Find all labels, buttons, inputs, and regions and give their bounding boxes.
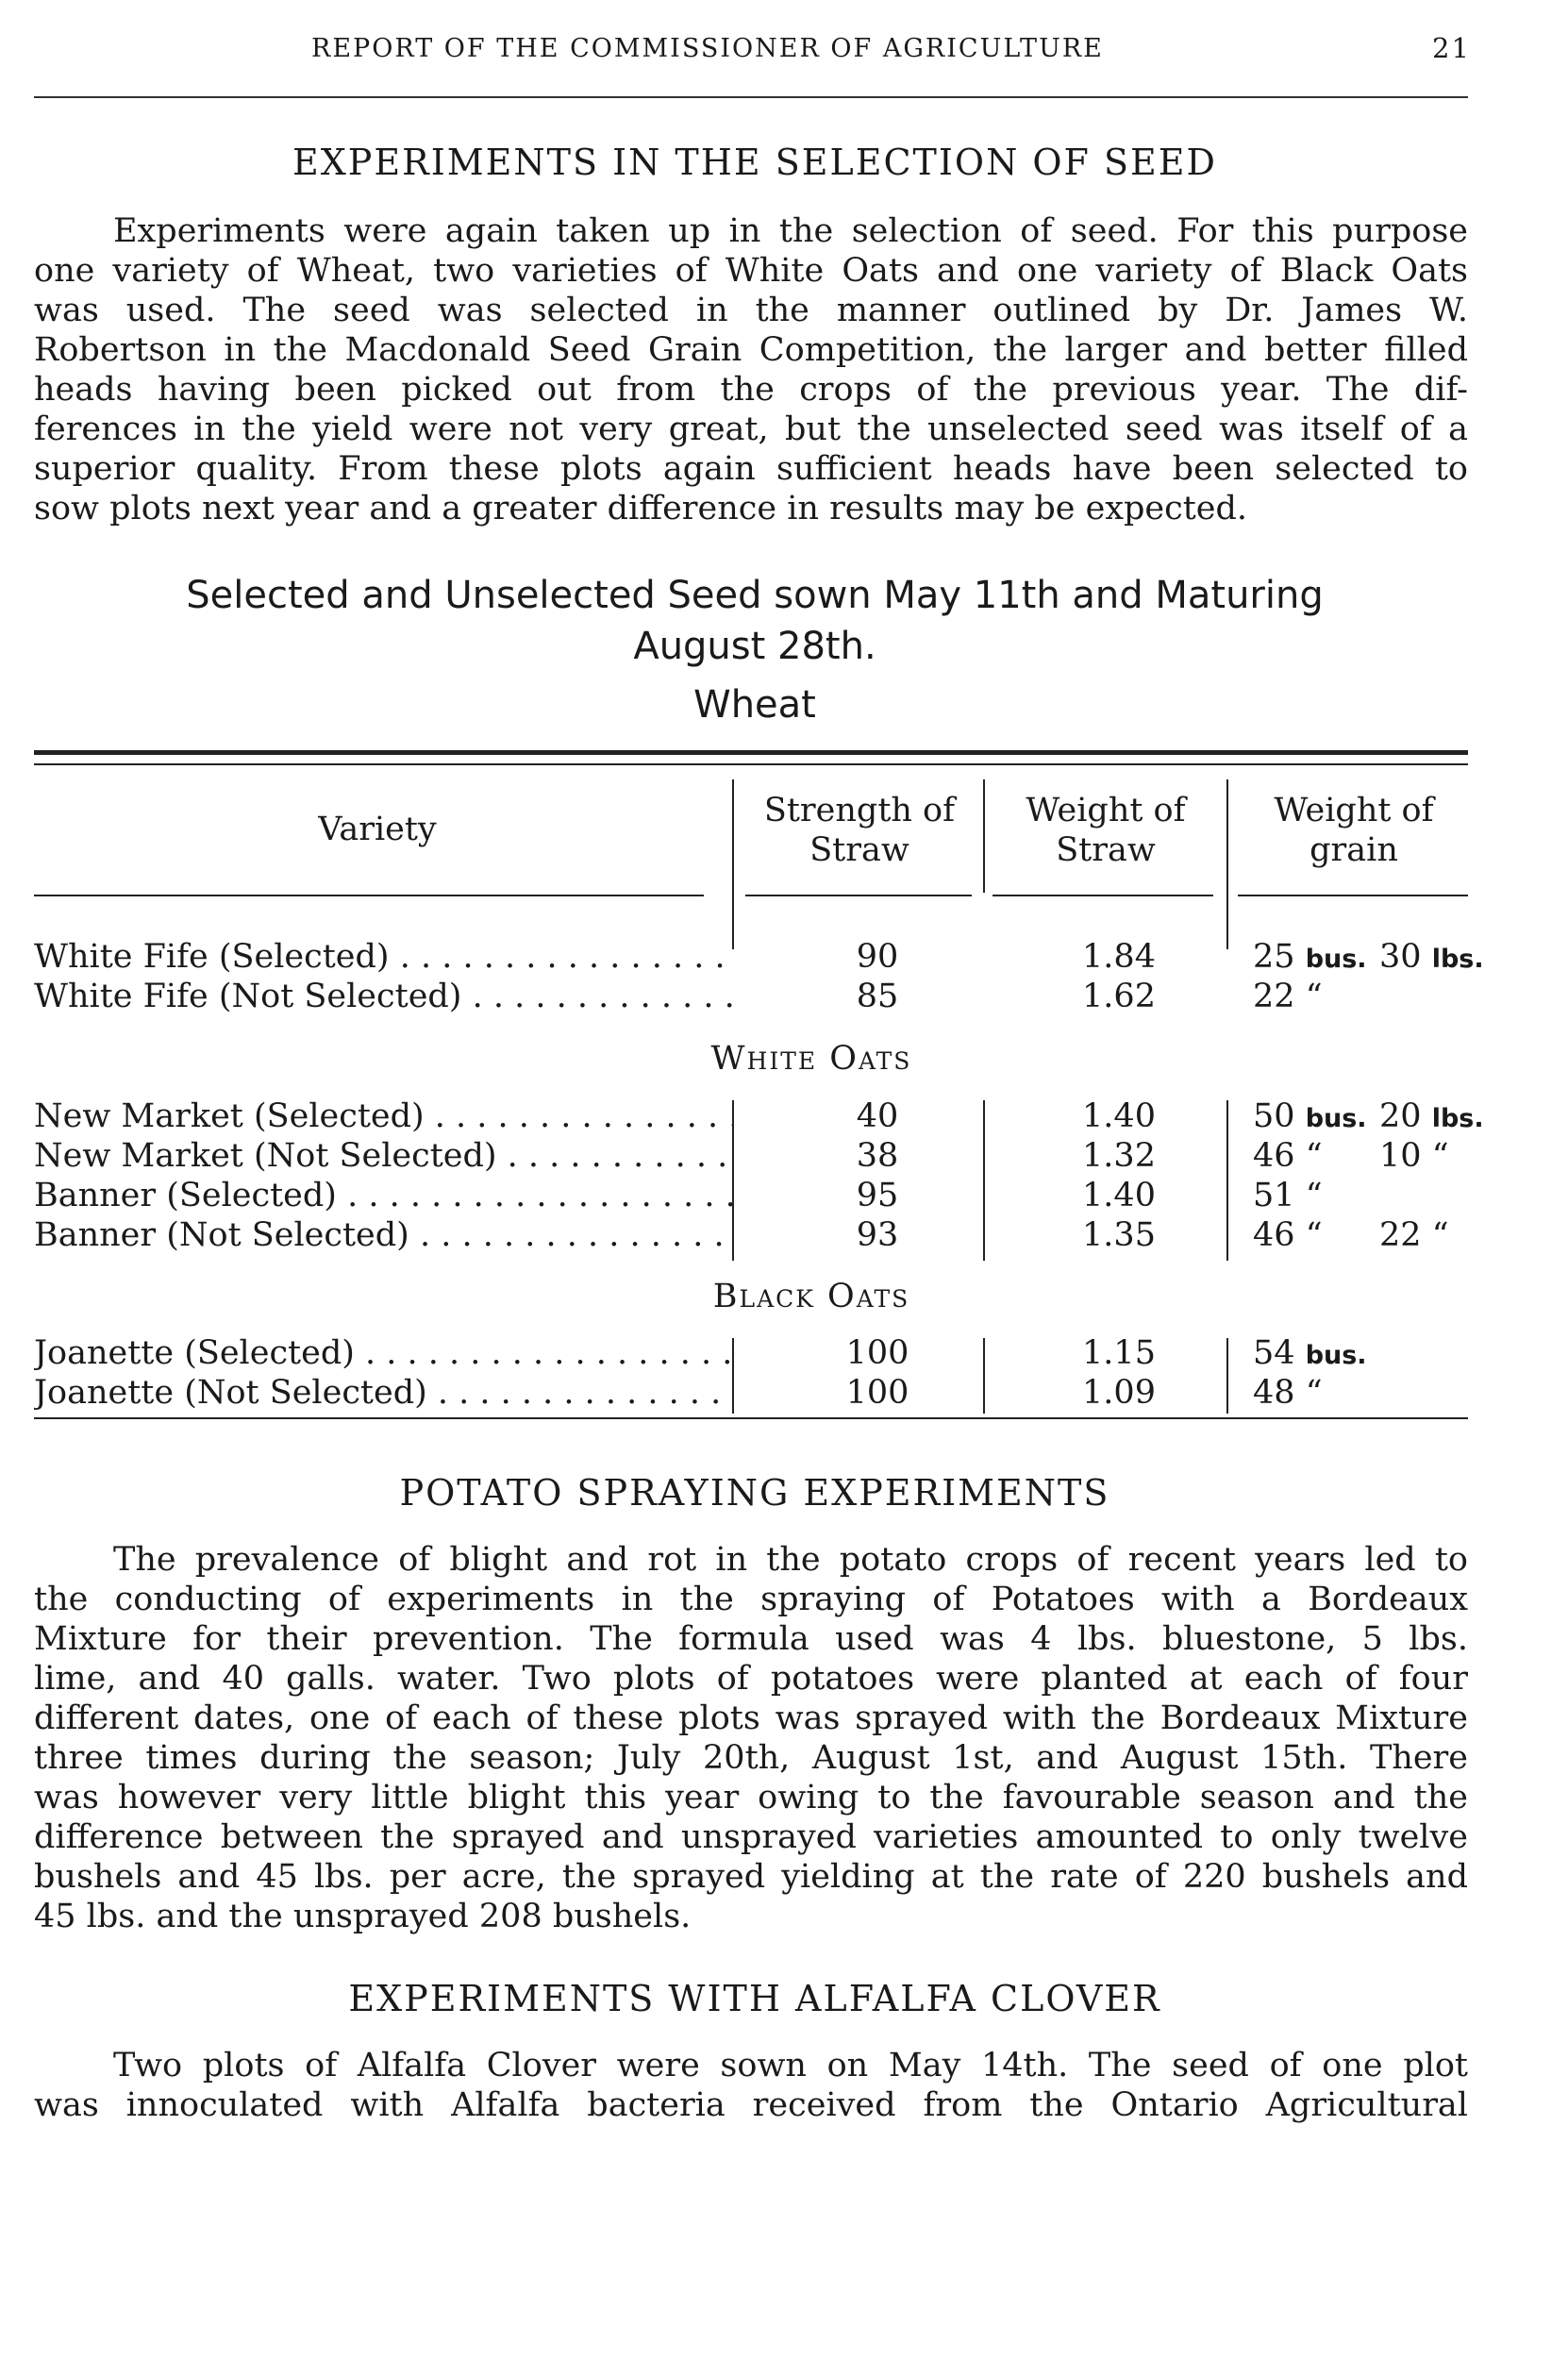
grain-pounds-cell <box>1379 937 1484 979</box>
paragraph-line: the conducting of experiments in the spraying of Potatoes with a Bordeaux <box>34 1581 1468 1618</box>
strength-cell: 40 <box>856 1097 899 1135</box>
bushels-unit: “ <box>1305 1137 1323 1175</box>
paragraph-line: Robertson in the Macdonald Seed Grain Competition, the larger and better filled <box>34 331 1468 369</box>
bushels-unit: “ <box>1305 1374 1323 1412</box>
column-header-weight-grain <box>1236 791 1472 870</box>
running-title: REPORT OF THE COMMISSIONER OF AGRICULTURE <box>311 34 1104 63</box>
paragraph-line: different dates, one of each of these plots was sprayed with the Bordeaux Mixture <box>34 1699 1468 1737</box>
bushels-value: 54 <box>1253 1334 1295 1372</box>
bushels-value: 46 <box>1253 1216 1295 1254</box>
grain-bushels-cell <box>1253 1373 1323 1413</box>
table-row <box>34 1333 1468 1373</box>
table-row <box>34 1096 1484 1136</box>
table-bottom-rule <box>34 1417 1468 1419</box>
paragraph-line: bushels and 45 lbs. per acre, the sprayed yielding at the rate of 220 bushels and <box>34 1858 1468 1896</box>
paragraph-line: 45 lbs. and the unsprayed 208 bushels. <box>34 1898 692 1935</box>
strength-cell: 95 <box>856 1177 899 1214</box>
paragraph-line: was innoculated with Alfalfa bacteria received from the Ontario Agricultural <box>34 2086 1468 2124</box>
column-header-variety: Variety <box>318 811 437 848</box>
header-underline <box>1238 895 1468 896</box>
table-row <box>34 1215 1468 1255</box>
weight-straw-cell: 1.35 <box>1082 1216 1156 1254</box>
column-header-line: Straw <box>809 831 909 869</box>
black-oats-label: Black Oats <box>712 1278 910 1315</box>
column-header-line: Weight of <box>1026 792 1186 829</box>
pounds-unit: lbs. <box>1431 1104 1484 1133</box>
bushels-value: 50 <box>1253 1097 1295 1135</box>
alfalfa-section-heading: EXPERIMENTS WITH ALFALFA CLOVER <box>348 1978 1161 2019</box>
bushels-value: 22 <box>1253 978 1295 1015</box>
table-row <box>34 937 1484 977</box>
table-row <box>34 1373 1468 1413</box>
pounds-unit: “ <box>1431 1216 1449 1254</box>
weight-straw-cell: 1.40 <box>1082 1097 1156 1135</box>
variety-cell: Joanette (Selected) . . . <box>34 1333 732 1373</box>
bushels-value: 46 <box>1253 1137 1295 1175</box>
bushels-unit: “ <box>1305 1216 1323 1254</box>
column-header-line: Straw <box>1056 831 1156 869</box>
paragraph-line: The prevalence of blight and rot in the potato crops of recent years led to <box>113 1541 1468 1579</box>
paragraph-line: Two plots of Alfalfa Clover were sown on May 14th. The seed of one plot <box>113 2047 1468 2084</box>
bushels-unit: bus. <box>1305 1104 1367 1133</box>
variety-cell: White Fife (Selected) . . . <box>34 937 732 977</box>
column-divider <box>732 779 734 949</box>
paragraph-line: lime, and 40 galls. water. Two plots of potatoes were planted at each of four <box>34 1660 1468 1698</box>
variety-cell: New Market (Not Selected) . . . <box>34 1136 732 1176</box>
grain-pounds-cell <box>1379 1096 1484 1139</box>
grain-bushels-cell <box>1253 1176 1323 1215</box>
variety-cell: Joanette (Not Selected) . . . <box>34 1373 732 1413</box>
weight-straw-cell: 1.84 <box>1082 938 1156 976</box>
weight-straw-cell: 1.15 <box>1082 1334 1156 1372</box>
paragraph-line: difference between the sprayed and unsprayed varieties amounted to only twelve <box>34 1818 1468 1856</box>
grain-bushels-cell <box>1253 1096 1367 1139</box>
column-divider <box>983 779 985 893</box>
strength-cell: 100 <box>845 1374 909 1412</box>
pounds-value: 20 <box>1379 1097 1422 1135</box>
variety-cell: Banner (Selected) . . . <box>34 1176 732 1215</box>
strength-cell: 100 <box>845 1334 909 1372</box>
paragraph-line: heads having been picked out from the crops of the previous year. The dif- <box>34 371 1468 409</box>
table-top-rule-inner <box>34 763 1468 765</box>
paragraph-line: three times during the season; July 20th, August 1st, and August 15th. There <box>34 1739 1468 1777</box>
column-divider <box>1226 779 1228 949</box>
paragraph-line: Experiments were again taken up in the selection of seed. For this purpose <box>113 212 1468 250</box>
grain-bushels-cell <box>1253 1215 1323 1255</box>
bushels-unit: “ <box>1305 1177 1323 1214</box>
table-crop-title: Wheat <box>693 683 816 727</box>
grain-pounds-cell <box>1379 1215 1449 1255</box>
page-number: 21 <box>1432 32 1471 64</box>
strength-cell: 90 <box>856 938 899 976</box>
weight-straw-cell: 1.32 <box>1082 1137 1156 1175</box>
variety-cell: Banner (Not Selected) . . . <box>34 1215 732 1255</box>
grain-bushels-cell <box>1253 1136 1323 1176</box>
grain-bushels-cell <box>1253 937 1367 979</box>
pounds-unit: lbs. <box>1431 945 1484 974</box>
table-top-rule <box>34 750 1468 755</box>
weight-straw-cell: 1.09 <box>1082 1374 1156 1412</box>
paragraph-line: superior quality. From these plots again sufficient heads have been selected to <box>34 450 1468 488</box>
table-row <box>34 977 1468 1016</box>
pounds-value: 10 <box>1379 1137 1422 1175</box>
variety-cell: New Market (Selected) . . . <box>34 1096 732 1136</box>
bushels-unit: “ <box>1305 978 1323 1015</box>
strength-cell: 93 <box>856 1216 899 1254</box>
paragraph-line: was however very little blight this year owing to the favourable season and the <box>34 1779 1468 1816</box>
header-underline <box>993 895 1213 896</box>
bushels-unit: bus. <box>1305 945 1367 974</box>
bushels-value: 51 <box>1253 1177 1295 1214</box>
table-title-line: Selected and Unselected Seed sown May 11th and Maturing <box>186 574 1324 617</box>
alfalfa-section-paragraph <box>34 2046 1468 2125</box>
table-title <box>0 570 1510 672</box>
header-underline <box>34 895 704 896</box>
strength-cell: 85 <box>856 978 899 1015</box>
strength-cell: 38 <box>856 1137 899 1175</box>
paragraph-line: sow plots next year and a greater difference in results may be expected. <box>34 490 1248 527</box>
pounds-value: 30 <box>1379 938 1422 976</box>
column-header-line: Strength of <box>763 792 956 829</box>
potato-section-heading: POTATO SPRAYING EXPERIMENTS <box>399 1472 1110 1514</box>
weight-straw-cell: 1.40 <box>1082 1177 1156 1214</box>
column-header-weight-straw <box>993 791 1219 870</box>
paragraph-line: was used. The seed was selected in the manner outlined by Dr. James W. <box>34 292 1468 329</box>
column-header-line: Weight of <box>1274 792 1434 829</box>
variety-cell: White Fife (Not Selected) . . . <box>34 977 732 1016</box>
header-underline <box>745 895 972 896</box>
weight-straw-cell: 1.62 <box>1082 978 1156 1015</box>
bushels-unit: bus. <box>1305 1341 1367 1370</box>
seed-section-paragraph <box>34 211 1468 528</box>
paragraph-line: Mixture for their prevention. The formula used was 4 lbs. bluestone, 5 lbs. <box>34 1620 1468 1658</box>
grain-bushels-cell <box>1253 1333 1367 1376</box>
paragraph-line: one variety of Wheat, two varieties of White Oats and one variety of Black Oats <box>34 252 1468 290</box>
table-row <box>34 1136 1468 1176</box>
table-title-line: August 28th. <box>633 625 876 668</box>
header-rule <box>34 96 1468 98</box>
bushels-value: 25 <box>1253 938 1295 976</box>
table-row <box>34 1176 1468 1215</box>
seed-section-heading: EXPERIMENTS IN THE SELECTION OF SEED <box>292 142 1217 183</box>
grain-bushels-cell <box>1253 977 1323 1016</box>
potato-section-paragraph <box>34 1540 1468 1936</box>
bushels-value: 48 <box>1253 1374 1295 1412</box>
pounds-value: 22 <box>1379 1216 1422 1254</box>
pounds-unit: “ <box>1431 1137 1449 1175</box>
white-oats-label: White Oats <box>710 1040 912 1078</box>
column-header-line: grain <box>1309 831 1398 869</box>
grain-pounds-cell <box>1379 1136 1449 1176</box>
column-header-strength <box>742 791 977 870</box>
paragraph-line: ferences in the yield were not very great, but the unselected seed was itself of a <box>34 410 1468 448</box>
